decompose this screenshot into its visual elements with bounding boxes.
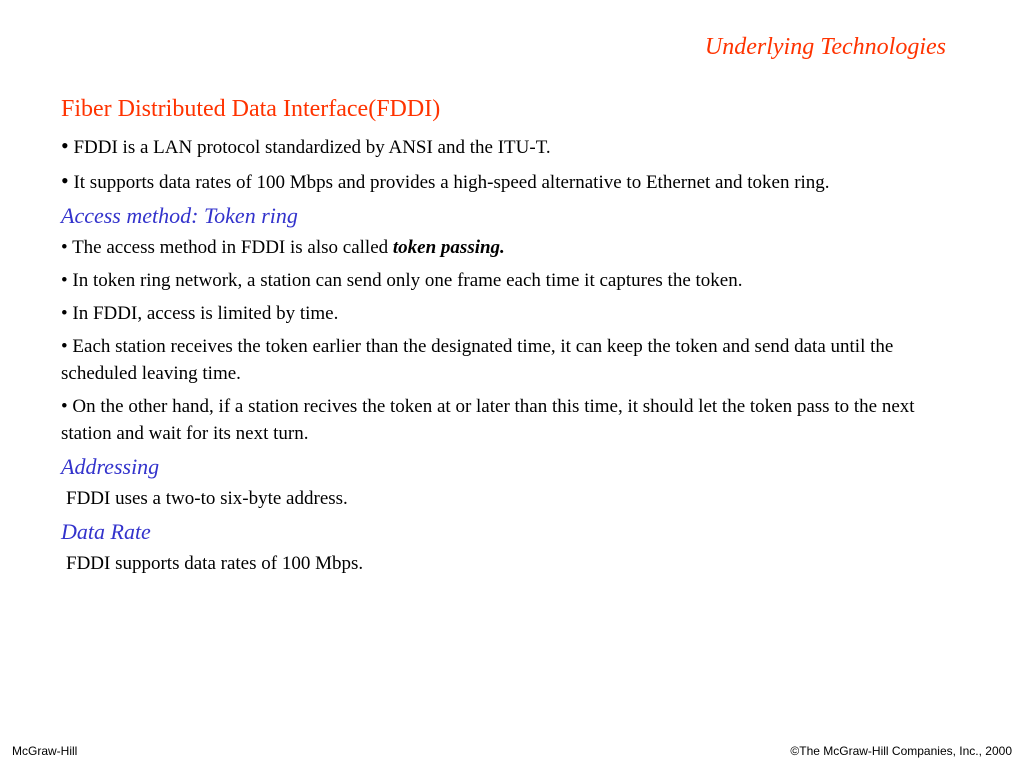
section-title: Fiber Distributed Data Interface(FDDI) [61,96,441,122]
slide-content [61,94,951,583]
bullet-icon: • [61,336,68,357]
addressing-heading: Addressing [61,454,160,479]
bullet-text: In token ring network, a station can send only one frame each time it captures the token. [72,270,743,291]
bullet-icon: • [61,237,68,258]
bullet-icon: • [61,270,68,291]
data-rate-heading: Data Rate [61,519,151,544]
bullet-icon: • [61,303,68,324]
bullet-text: On the other hand, if a station recives the token at or later than this time, it should let the token pass to the next station and wait for its next turn. [61,396,915,444]
emphasis-text: token passing. [392,237,505,258]
footer-publisher: McGraw-Hill [12,744,78,758]
bullet-text: It supports data rates of 100 Mbps and provides a high-speed alternative to Ethernet and token ring. [73,172,830,193]
bullet-text: Each station receives the token earlier than the designated time, it can keep the token and send data until the scheduled leaving time. [61,336,894,384]
bullet-item [61,393,951,447]
bullet-icon: • [61,168,69,193]
bullet-item [61,234,951,261]
bullet-text: The access method in FDDI is also called [72,237,393,258]
slide-header-title: Underlying Technologies [704,34,946,60]
bullet-item [61,167,951,196]
bullet-text: In FDDI, access is limited by time. [72,303,339,324]
bullet-icon: • [61,133,69,158]
access-method-heading: Access method: Token ring [61,203,298,228]
bullet-item [61,300,951,327]
bullet-item [61,267,951,294]
bullet-item [61,132,951,161]
bullet-icon: • [61,396,68,417]
bullet-text: FDDI is a LAN protocol standardized by ANSI and the ITU-T. [73,137,551,158]
data-rate-text: FDDI supports data rates of 100 Mbps. [66,553,364,574]
addressing-text: FDDI uses a two-to six-byte address. [66,488,348,509]
footer-copyright: ©The McGraw-Hill Companies, Inc., 2000 [790,744,1012,758]
bullet-item [61,333,951,387]
